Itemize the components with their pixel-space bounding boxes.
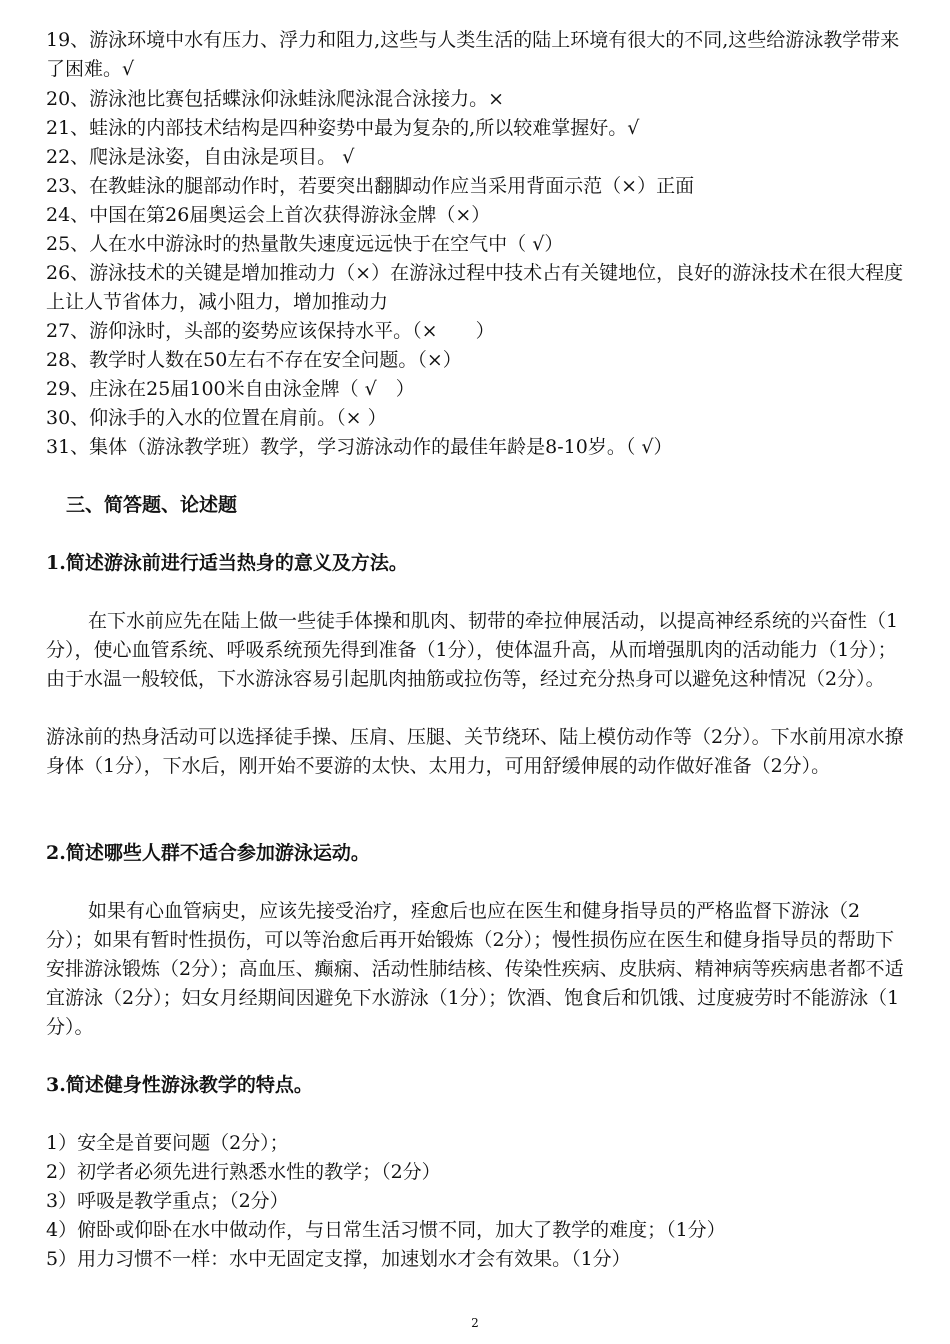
question-1-title: 1.简述游泳前进行适当热身的意义及方法。 [46,552,408,574]
tf-item-28: 28、教学时人数在50左右不存在安全问题。（×） [46,349,462,371]
tf-item-23: 23、在教蛙泳的腿部动作时，若要突出翻脚动作应当采用背面示范（×）正面 [46,175,695,197]
tf-item-19: 19、游泳环境中水有压力、浮力和阻力,这些与人类生活的陆上环境有很大的不同,这些给游泳教学带来了困难。√ [46,29,900,80]
question-1-answer-p1: 在下水前应先在陆上做一些徒手体操和肌肉、韧带的牵拉伸展活动，以提高神经系统的兴奋性（1分），使心血管系统、呼吸系统预先得到准备（1分），使体温升高，从而增强肌肉的活动能力（1分）；由于水温一般较低，下水游泳容易引起肌肉抽筋或拉伤等，经过充分热身可以避免这种情况（2分）。 [46,610,899,690]
question-2-answer: 如果有心血管病史，应该先接受治疗，痊愈后也应在医生和健身指导员的严格监督下游泳（2分）；如果有暂时性损伤，可以等治愈后再开始锻炼（2分）；慢性损伤应在医生和健身指导员的帮助下安排游泳锻炼（2分）；高血压、癫痫、活动性肺结核、传染性疾病、皮肤病、精神病等疾病患者都不适宜游泳（2分）；妇女月经期间因避免下水游泳（1分）；饮酒、饱食后和饥饿、过度疲劳时不能游泳（1分）。 [46,900,904,1038]
tf-item-25: 25、人在水中游泳时的热量散失速度远远快于在空气中（ √） [46,233,564,255]
tf-item-24: 24、中国在第26届奥运会上首次获得游泳金牌（×） [46,204,491,226]
tf-item-31: 31、集体（游泳教学班）教学，学习游泳动作的最佳年龄是8-10岁。（ √） [46,436,673,458]
tf-item-29: 29、庄泳在25届100米自由泳金牌（ √ ） [46,378,415,400]
tf-item-27: 27、游仰泳时，头部的姿势应该保持水平。（× ） [46,320,495,342]
question-3-title: 3.简述健身性游泳教学的特点。 [46,1074,313,1096]
tf-item-20: 20、游泳池比赛包括蝶泳仰泳蛙泳爬泳混合泳接力。× [46,88,505,110]
question-3-point-3: 3）呼吸是教学重点；（2分） [46,1190,289,1212]
tf-item-21: 21、蛙泳的内部技术结构是四种姿势中最为复杂的,所以较难掌握好。√ [46,117,640,139]
question-3-point-5: 5）用力习惯不一样：水中无固定支撑，加速划水才会有效果。（1分） [46,1248,631,1270]
tf-item-22: 22、爬泳是泳姿，自由泳是项目。 √ [46,146,355,168]
question-3-point-4: 4）俯卧或仰卧在水中做动作，与日常生活习惯不同，加大了教学的难度；（1分） [46,1219,726,1241]
question-1-answer-p2: 游泳前的热身活动可以选择徒手操、压肩、压腿、关节绕环、陆上模仿动作等（2分）。下水前用凉水撩身体（1分），下水后，刚开始不要游的太快、太用力，可用舒缓伸展的动作做好准备（2分）。 [46,726,904,777]
question-3-point-2: 2）初学者必须先进行熟悉水性的教学；（2分） [46,1161,441,1183]
question-2-title: 2.简述哪些人群不适合参加游泳运动。 [46,842,370,864]
page-number: 2 [471,1316,479,1330]
question-3-point-1: 1）安全是首要问题（2分）； [46,1132,289,1154]
tf-item-30: 30、仰泳手的入水的位置在肩前。（× ） [46,407,387,429]
tf-item-26: 26、游泳技术的关键是增加推动力（×）在游泳过程中技术占有关键地位，良好的游泳技术在很大程度上让人节省体力，减小阻力，增加推动力 [46,262,904,313]
section-heading: 三、简答题、论述题 [66,494,238,516]
